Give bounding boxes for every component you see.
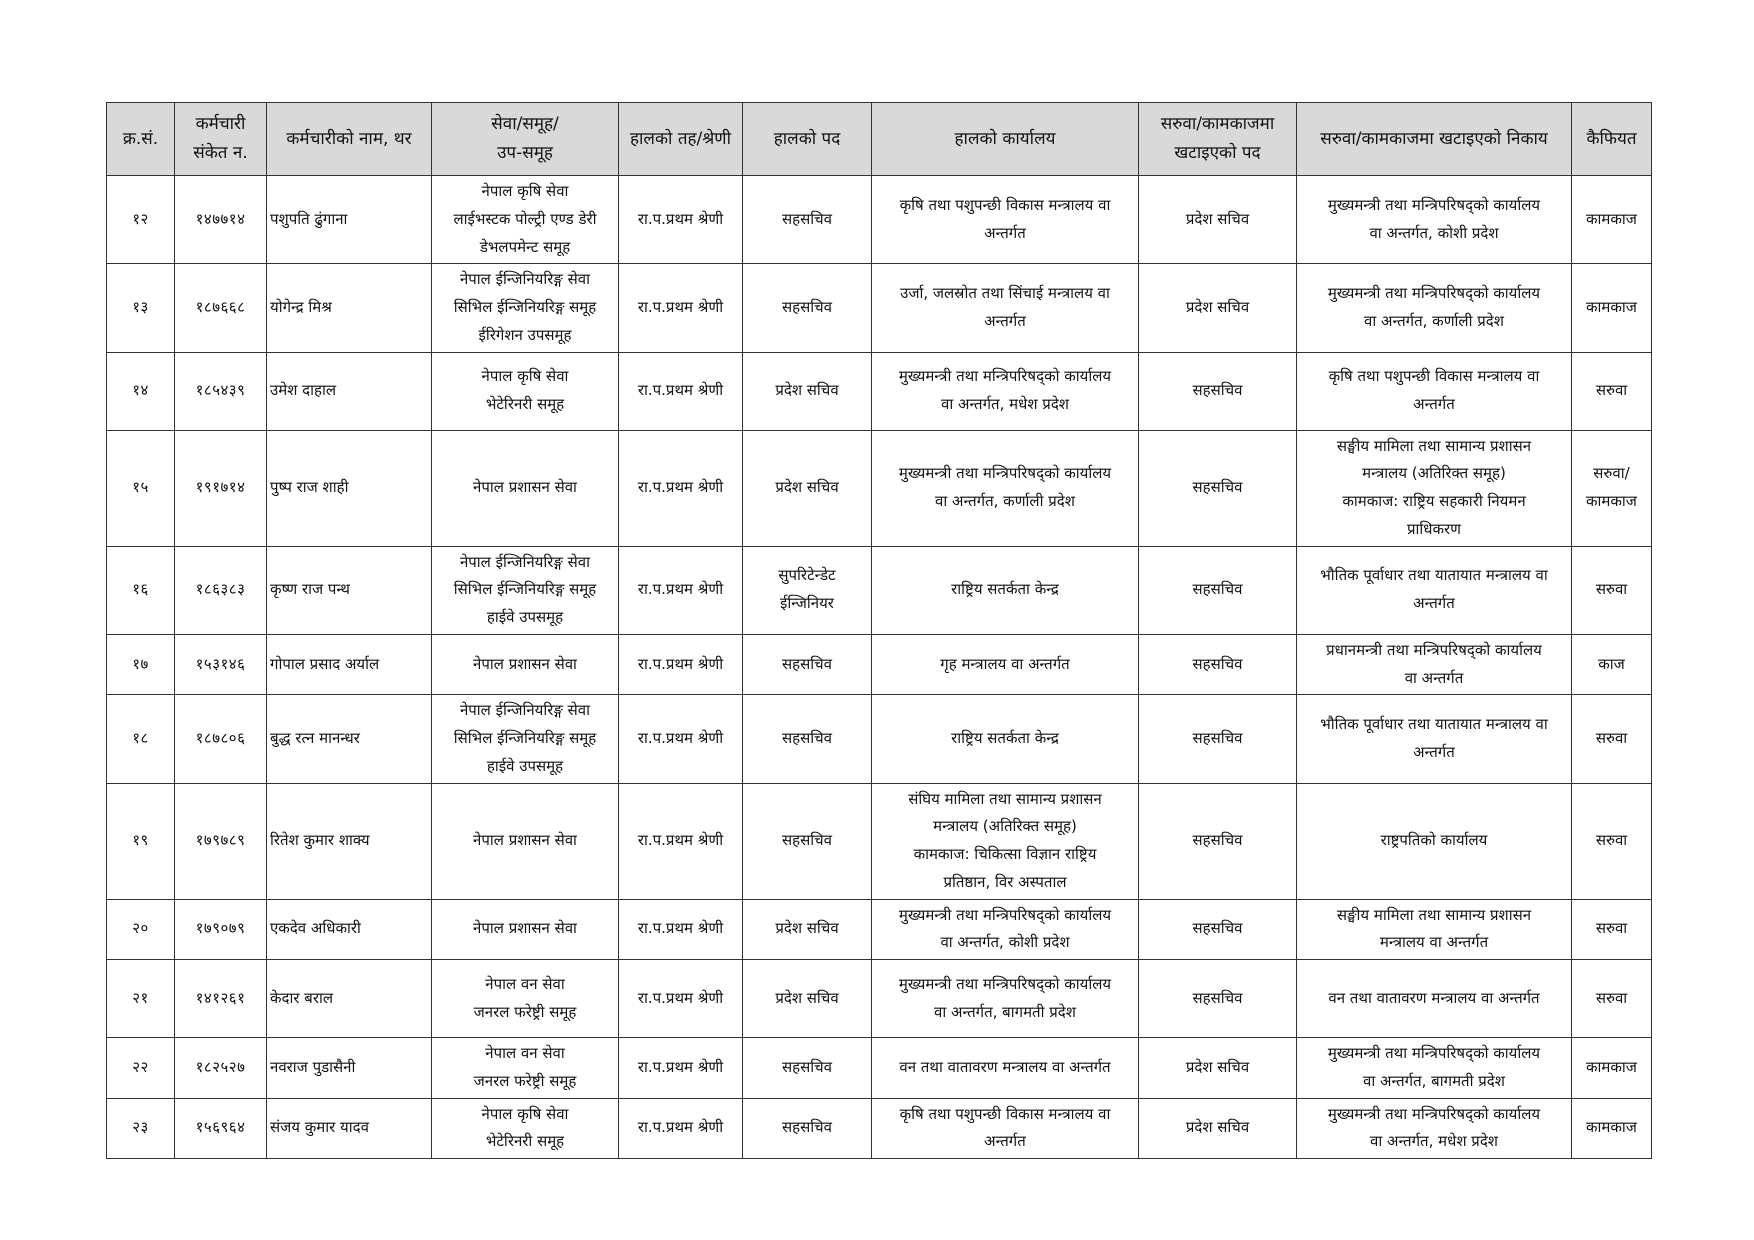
serial-no-cell: १३: [107, 264, 175, 352]
remarks-cell: [1572, 695, 1652, 783]
cell-line: मन्त्रालय (अतिरिक्त समूह): [933, 817, 1077, 836]
cell-line: वा अन्तर्गत, कर्णाली प्रदेश: [1364, 311, 1504, 330]
header-line: संकेत न.: [193, 143, 248, 163]
cell-line: मुख्यमन्त्री तथा मन्त्रिपरिषद्को कार्यालय: [1327, 284, 1541, 303]
cell-line: वा अन्तर्गत, बागमती प्रदेश: [934, 1002, 1076, 1021]
serial-no-cell: १६: [107, 546, 175, 634]
serial-no-cell: १२: [107, 176, 175, 264]
cell-line: वा अन्तर्गत, मधेश प्रदेश: [1369, 1132, 1499, 1151]
employee-code-cell: १४१२६१: [175, 960, 267, 1038]
current-office-cell: [872, 546, 1139, 634]
serial-no-cell: १४: [107, 352, 175, 430]
assigned-office-cell: [1297, 546, 1572, 634]
employee-name-cell: उमेश दाहाल: [267, 352, 432, 430]
cell-line: मुख्यमन्त्री तथा मन्त्रिपरिषद्को कार्यालय: [898, 367, 1112, 386]
cell-line: वा अन्तर्गत, मधेश प्रदेश: [940, 395, 1070, 413]
cell-line: सरुवा: [1595, 729, 1628, 747]
cell-line: कृषि तथा पशुपन्छी विकास मन्त्रालय वा: [899, 195, 1111, 214]
cell-line: अन्तर्गत: [1413, 395, 1455, 413]
service-group-cell: [432, 430, 619, 546]
header-assigned-post: [1139, 103, 1297, 176]
employee-code-cell: १५६९६४: [175, 1098, 267, 1159]
employee-code-cell: १९१७१४: [175, 430, 267, 546]
remarks-cell: [1572, 176, 1652, 264]
serial-no-cell: १७: [107, 634, 175, 695]
table-row: [107, 430, 1652, 546]
employee-code-cell: १५३१४६: [175, 634, 267, 695]
cell-line: मुख्यमन्त्री तथा मन्त्रिपरिषद्को कार्यालय: [1327, 1044, 1541, 1062]
remarks-cell: [1572, 430, 1652, 546]
cell-line: मुख्यमन्त्री तथा मन्त्रिपरिषद्को कार्यालय: [898, 905, 1112, 924]
serial-no-cell: १९: [107, 783, 175, 899]
header-employee-name: [267, 103, 432, 176]
table-row: [107, 695, 1652, 783]
cell-line: भौतिक पूर्वाधार तथा यातायात मन्त्रालय वा: [1320, 566, 1548, 585]
cell-line: हाईवे उपसमूह: [486, 608, 564, 626]
service-group-cell: [432, 352, 619, 430]
cell-line: वा अन्तर्गत, कर्णाली प्रदेश: [935, 492, 1075, 510]
cell-line: मुख्यमन्त्री तथा मन्त्रिपरिषद्को कार्यालय: [1327, 1104, 1541, 1123]
service-group-cell: [432, 1098, 619, 1159]
current-post-cell: [743, 960, 872, 1038]
assigned-post-cell: प्रदेश सचिव: [1139, 176, 1297, 264]
header-remarks: [1572, 103, 1652, 176]
assigned-post-cell: सहसचिव: [1139, 352, 1297, 430]
current-level-cell: रा.प.प्रथम श्रेणी: [619, 430, 743, 546]
cell-line: जनरल फरेष्ट्री समूह: [473, 1002, 577, 1021]
assigned-post-cell: सहसचिव: [1139, 899, 1297, 960]
employee-name-cell: कृष्ण राज पन्थ: [267, 546, 432, 634]
cell-line: वा अन्तर्गत, कोशी प्रदेश: [1369, 223, 1499, 242]
cell-line: नेपाल कृषि सेवा: [481, 1104, 569, 1123]
header-line: कर्मचारी: [195, 114, 246, 135]
employee-name-cell: योगेन्द्र मिश्र: [267, 264, 432, 352]
assigned-office-cell: [1297, 695, 1572, 783]
cell-line: नेपाल वन सेवा: [485, 1044, 565, 1062]
cell-line: राष्ट्रिय सतर्कता केन्द्र: [951, 729, 1059, 747]
cell-line: नेपाल कृषि सेवा: [481, 182, 569, 200]
cell-line: प्राधिकरण: [1406, 519, 1462, 538]
current-level-cell: रा.प.प्रथम श्रेणी: [619, 960, 743, 1038]
header-line: हालको तह/श्रेणी: [630, 128, 731, 149]
cell-line: मुख्यमन्त्री तथा मन्त्रिपरिषद्को कार्यालय: [898, 974, 1112, 993]
service-group-cell: [432, 783, 619, 899]
cell-line: सरुवा/: [1593, 464, 1630, 483]
cell-line: हाईवे उपसमूह: [486, 756, 564, 775]
cell-line: भौतिक पूर्वाधार तथा यातायात मन्त्रालय वा: [1320, 715, 1548, 734]
employee-code-cell: १७९७८९: [175, 783, 267, 899]
header-line: क्र.सं.: [122, 128, 159, 149]
service-group-cell: [432, 899, 619, 960]
current-office-cell: [872, 634, 1139, 695]
assigned-office-cell: [1297, 430, 1572, 546]
current-office-cell: [872, 1098, 1139, 1159]
header-row: [107, 103, 1652, 176]
cell-line: सुपरिटेन्डेट: [778, 566, 836, 585]
current-office-cell: [872, 176, 1139, 264]
current-office-cell: [872, 352, 1139, 430]
cell-line: अन्तर्गत: [984, 311, 1026, 330]
cell-line: वन तथा वातावरण मन्त्रालय वा अन्तर्गत: [1328, 988, 1540, 1007]
service-group-cell: [432, 176, 619, 264]
remarks-cell: [1572, 1098, 1652, 1159]
serial-no-cell: २१: [107, 960, 175, 1038]
employee-code-cell: १८७६६८: [175, 264, 267, 352]
cell-line: अन्तर्गत: [1413, 742, 1455, 761]
assigned-post-cell: प्रदेश सचिव: [1139, 1098, 1297, 1159]
cell-line: लाईभस्टक पोल्ट्री एण्ड डेरी: [453, 209, 597, 228]
header-line: सरुवा/कामकाजमा: [1160, 114, 1275, 135]
current-office-cell: [872, 264, 1139, 352]
cell-line: नेपाल प्रशासन सेवा: [473, 919, 577, 938]
table-row: [107, 1038, 1652, 1099]
current-office-cell: [872, 783, 1139, 899]
header-current-post: [743, 103, 872, 176]
current-level-cell: रा.प.प्रथम श्रेणी: [619, 1038, 743, 1099]
cell-line: नेपाल प्रशासन सेवा: [473, 478, 577, 497]
cell-line: प्रदेश सचिव: [775, 478, 839, 497]
cell-line: प्रदेश सचिव: [775, 919, 839, 938]
cell-line: प्रदेश सचिव: [775, 988, 839, 1007]
current-post-cell: [743, 430, 872, 546]
cell-line: सरुवा: [1595, 831, 1628, 850]
assigned-office-cell: [1297, 960, 1572, 1038]
current-post-cell: [743, 1098, 872, 1159]
current-post-cell: [743, 546, 872, 634]
table-row: [107, 1098, 1652, 1159]
cell-line: गृह मन्त्रालय वा अन्तर्गत: [940, 654, 1070, 673]
employee-name-cell: पशुपति ढुंगाना: [267, 176, 432, 264]
assigned-post-cell: प्रदेश सचिव: [1139, 1038, 1297, 1099]
service-group-cell: [432, 1038, 619, 1099]
service-group-cell: [432, 634, 619, 695]
assigned-office-cell: [1297, 264, 1572, 352]
remarks-cell: [1572, 960, 1652, 1038]
current-office-cell: [872, 695, 1139, 783]
cell-line: अन्तर्गत: [984, 1132, 1026, 1151]
assigned-office-cell: [1297, 634, 1572, 695]
cell-line: नेपाल ईन्जिनियरिङ्ग सेवा: [459, 270, 591, 289]
cell-line: जनरल फरेष्ट्री समूह: [473, 1071, 577, 1090]
table-row: [107, 960, 1652, 1038]
cell-line: नेपाल कृषि सेवा: [481, 367, 569, 386]
header-service-group: [432, 103, 619, 176]
cell-line: राष्ट्रिय सतर्कता केन्द्र: [951, 580, 1059, 599]
cell-line: अन्तर्गत: [1413, 594, 1455, 613]
table-row: [107, 783, 1652, 899]
remarks-cell: [1572, 264, 1652, 352]
table-row: [107, 546, 1652, 634]
cell-line: सहसचिव: [782, 1118, 832, 1137]
current-level-cell: रा.प.प्रथम श्रेणी: [619, 899, 743, 960]
cell-line: नेपाल ईन्जिनियरिङ्ग सेवा: [459, 552, 591, 571]
current-level-cell: रा.प.प्रथम श्रेणी: [619, 783, 743, 899]
cell-line: नेपाल प्रशासन सेवा: [473, 831, 577, 850]
table-row: [107, 899, 1652, 960]
employee-name-cell: पुष्प राज शाही: [267, 430, 432, 546]
cell-line: कामकाज: [1586, 298, 1637, 316]
cell-line: वा अन्तर्गत, कोशी प्रदेश: [940, 933, 1070, 952]
cell-line: डेभलपमेन्ट समूह: [479, 237, 571, 256]
table-row: [107, 264, 1652, 352]
employee-code-cell: १७९०७९: [175, 899, 267, 960]
current-level-cell: रा.प.प्रथम श्रेणी: [619, 546, 743, 634]
cell-line: कामकाज: [1586, 209, 1637, 228]
current-office-cell: [872, 899, 1139, 960]
table-row: [107, 352, 1652, 430]
table-body: [107, 176, 1652, 1159]
header-line: सेवा/समूह/: [491, 114, 559, 135]
assigned-office-cell: [1297, 176, 1572, 264]
cell-line: नेपाल प्रशासन सेवा: [473, 654, 577, 673]
cell-line: सिभिल ईन्जिनियरिङ्ग समूह: [453, 580, 597, 599]
cell-line: सरुवा: [1595, 988, 1628, 1007]
cell-line: सरुवा: [1595, 919, 1628, 938]
cell-line: सहसचिव: [782, 729, 832, 747]
cell-line: प्रदेश सचिव: [775, 381, 839, 400]
header-line: खटाइएको पद: [1174, 143, 1261, 163]
cell-line: अन्तर्गत: [984, 223, 1026, 242]
employee-name-cell: एकदेव अधिकारी: [267, 899, 432, 960]
header-line: हालको पद: [773, 128, 841, 149]
assigned-office-cell: [1297, 352, 1572, 430]
cell-line: मुख्यमन्त्री तथा मन्त्रिपरिषद्को कार्यालय: [898, 464, 1112, 483]
current-office-cell: [872, 1038, 1139, 1099]
employee-code-cell: १८५४३९: [175, 352, 267, 430]
employee-name-cell: गोपाल प्रसाद अर्याल: [267, 634, 432, 695]
cell-line: ईन्जिनियर: [780, 594, 834, 613]
employee-name-cell: संजय कुमार यादव: [267, 1098, 432, 1159]
header-line: कैफियत: [1586, 128, 1637, 149]
assigned-office-cell: [1297, 783, 1572, 899]
cell-line: कामकाज: चिकित्सा विज्ञान राष्ट्रिय: [913, 845, 1097, 863]
remarks-cell: [1572, 1038, 1652, 1099]
cell-line: सङ्घीय मामिला तथा सामान्य प्रशासन: [1336, 436, 1532, 455]
cell-line: वन तथा वातावरण मन्त्रालय वा अन्तर्गत: [899, 1057, 1111, 1076]
current-post-cell: [743, 176, 872, 264]
cell-line: कामकाज: [1586, 492, 1637, 510]
cell-line: कामकाज: [1586, 1057, 1637, 1076]
assigned-post-cell: सहसचिव: [1139, 634, 1297, 695]
service-group-cell: [432, 264, 619, 352]
cell-line: मन्त्रालय (अतिरिक्त समूह): [1362, 464, 1506, 483]
cell-line: नेपाल वन सेवा: [485, 974, 565, 993]
header-current-office: [872, 103, 1139, 176]
current-level-cell: रा.प.प्रथम श्रेणी: [619, 264, 743, 352]
serial-no-cell: २२: [107, 1038, 175, 1099]
employee-name-cell: नवराज पुडासैनी: [267, 1038, 432, 1099]
cell-line: सिभिल ईन्जिनियरिङ्ग समूह: [453, 298, 597, 316]
cell-line: सहसचिव: [782, 1057, 832, 1076]
cell-line: उर्जा, जलस्रोत तथा सिंचाई मन्त्रालय वा: [900, 284, 1110, 303]
employee-name-cell: बुद्ध रत्न मानन्धर: [267, 695, 432, 783]
cell-line: भेटेरिनरी समूह: [485, 395, 565, 413]
cell-line: वा अन्तर्गत: [1404, 668, 1464, 687]
employee-code-cell: १८६३८३: [175, 546, 267, 634]
assigned-office-cell: [1297, 1038, 1572, 1099]
employee-name-cell: केदार बराल: [267, 960, 432, 1038]
header-line: सरुवा/कामकाजमा खटाइएको निकाय: [1320, 128, 1548, 149]
current-level-cell: रा.प.प्रथम श्रेणी: [619, 634, 743, 695]
table-row: [107, 634, 1652, 695]
cell-line: सरुवा: [1595, 580, 1628, 599]
cell-line: सहसचिव: [782, 298, 832, 316]
cell-line: भेटेरिनरी समूह: [485, 1132, 565, 1151]
assigned-post-cell: सहसचिव: [1139, 695, 1297, 783]
cell-line: प्रधानमन्त्री तथा मन्त्रिपरिषद्को कार्यालय: [1326, 640, 1542, 659]
cell-line: सहसचिव: [782, 654, 832, 673]
service-group-cell: [432, 960, 619, 1038]
header-line: कर्मचारीको नाम, थर: [286, 128, 412, 149]
header-employee-code: [175, 103, 267, 176]
service-group-cell: [432, 695, 619, 783]
cell-line: राष्ट्रपतिको कार्यालय: [1380, 831, 1488, 850]
transfer-table: [106, 102, 1652, 1159]
current-post-cell: [743, 695, 872, 783]
remarks-cell: [1572, 546, 1652, 634]
serial-no-cell: १५: [107, 430, 175, 546]
current-post-cell: [743, 783, 872, 899]
cell-line: नेपाल ईन्जिनियरिङ्ग सेवा: [459, 701, 591, 720]
cell-line: सिभिल ईन्जिनियरिङ्ग समूह: [453, 729, 597, 747]
cell-line: मुख्यमन्त्री तथा मन्त्रिपरिषद्को कार्यालय: [1327, 195, 1541, 214]
cell-line: सरुवा: [1595, 381, 1628, 400]
current-post-cell: [743, 1038, 872, 1099]
assigned-office-cell: [1297, 1098, 1572, 1159]
cell-line: सहसचिव: [782, 209, 832, 228]
header-line: उप-समूह: [497, 143, 553, 163]
assigned-post-cell: सहसचिव: [1139, 546, 1297, 634]
current-level-cell: रा.प.प्रथम श्रेणी: [619, 1098, 743, 1159]
cell-line: ईरिगेशन उपसमूह: [478, 325, 572, 344]
header-serial-no: [107, 103, 175, 176]
current-office-cell: [872, 430, 1139, 546]
cell-line: कृषि तथा पशुपन्छी विकास मन्त्रालय वा: [899, 1104, 1111, 1123]
cell-line: सङ्घीय मामिला तथा सामान्य प्रशासन: [1336, 905, 1532, 924]
current-post-cell: [743, 634, 872, 695]
remarks-cell: [1572, 899, 1652, 960]
employee-code-cell: १८७८०६: [175, 695, 267, 783]
assigned-post-cell: सहसचिव: [1139, 783, 1297, 899]
employee-code-cell: १८२५२७: [175, 1038, 267, 1099]
header-assigned-office: [1297, 103, 1572, 176]
current-level-cell: रा.प.प्रथम श्रेणी: [619, 695, 743, 783]
cell-line: सहसचिव: [782, 831, 832, 850]
cell-line: वा अन्तर्गत, बागमती प्रदेश: [1363, 1071, 1505, 1090]
remarks-cell: [1572, 783, 1652, 899]
serial-no-cell: १८: [107, 695, 175, 783]
cell-line: कामकाज: राष्ट्रिय सहकारी नियमन: [1342, 492, 1526, 510]
current-post-cell: [743, 899, 872, 960]
header-line: हालको कार्यालय: [954, 128, 1056, 149]
current-level-cell: रा.प.प्रथम श्रेणी: [619, 352, 743, 430]
cell-line: कृषि तथा पशुपन्छी विकास मन्त्रालय वा: [1328, 367, 1540, 386]
assigned-post-cell: प्रदेश सचिव: [1139, 264, 1297, 352]
table-row: [107, 176, 1652, 264]
assigned-post-cell: सहसचिव: [1139, 430, 1297, 546]
assigned-post-cell: सहसचिव: [1139, 960, 1297, 1038]
current-post-cell: [743, 352, 872, 430]
header-current-level: [619, 103, 743, 176]
cell-line: मन्त्रालय वा अन्तर्गत: [1379, 933, 1489, 952]
serial-no-cell: २३: [107, 1098, 175, 1159]
assigned-office-cell: [1297, 899, 1572, 960]
remarks-cell: [1572, 352, 1652, 430]
cell-line: कामकाज: [1586, 1118, 1637, 1137]
cell-line: काज: [1598, 654, 1625, 673]
cell-line: संघिय मामिला तथा सामान्य प्रशासन: [908, 789, 1102, 808]
employee-code-cell: १४७७१४: [175, 176, 267, 264]
serial-no-cell: २०: [107, 899, 175, 960]
service-group-cell: [432, 546, 619, 634]
current-post-cell: [743, 264, 872, 352]
current-level-cell: रा.प.प्रथम श्रेणी: [619, 176, 743, 264]
current-office-cell: [872, 960, 1139, 1038]
remarks-cell: [1572, 634, 1652, 695]
cell-line: प्रतिष्ठान, विर अस्पताल: [943, 872, 1067, 891]
employee-name-cell: रितेश कुमार शाक्य: [267, 783, 432, 899]
